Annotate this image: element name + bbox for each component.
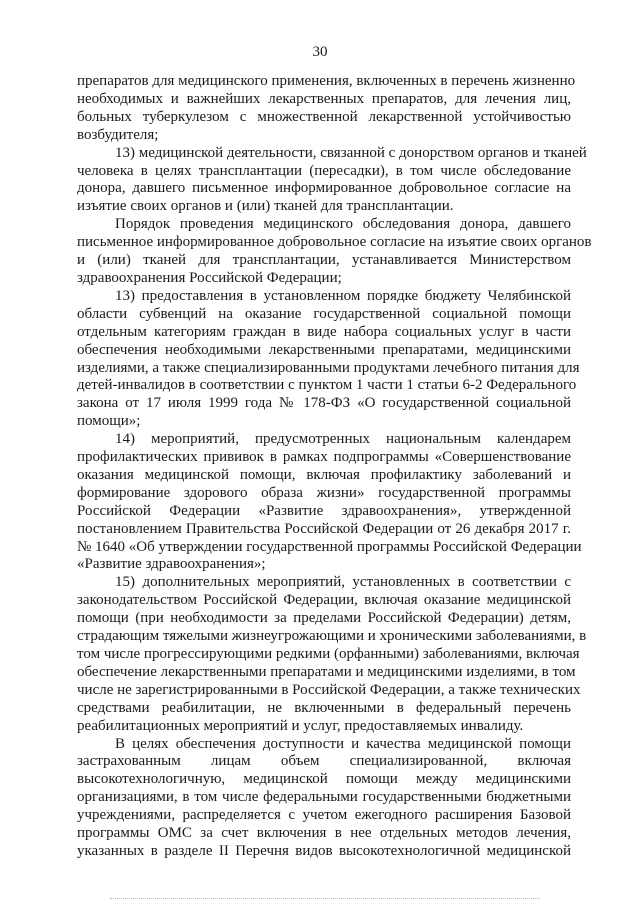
text-line: препаратов для медицинского применения, включенных в перечень жизненно bbox=[77, 73, 576, 89]
text-line: Порядок проведения медицинского обследования донора, давшего bbox=[115, 216, 571, 233]
text-line: профилактических прививок в рамках подпрограммы «Совершенствование bbox=[77, 449, 571, 466]
text-line: Российской Федерации «Развитие здравоохранения», утвержденной bbox=[77, 502, 571, 519]
text-line: помощи»; bbox=[77, 413, 141, 430]
text-line: постановлением Правительства Российской Федерации от 26 декабря 2017 г. bbox=[77, 520, 571, 537]
text-line: помощи (при необходимости за пределами Российской Федерации) детям, bbox=[77, 610, 571, 627]
page-number: 30 bbox=[312, 44, 328, 60]
text-line: изъятие своих органов и (или) тканей для трансплантации. bbox=[77, 198, 454, 215]
scan-edge-artifact bbox=[110, 898, 540, 900]
text-line: больных туберкулезом с множественной лекарственной устойчивостью bbox=[77, 108, 571, 125]
text-line: обеспечение лекарственными препаратами и медицинскими изделиями, в том bbox=[77, 663, 576, 680]
text-line: № 1640 «Об утверждении государственной программы Российской Федерации bbox=[77, 538, 582, 555]
text-line: 13) медицинской деятельности, связанной с донорством органов и тканей bbox=[115, 144, 587, 161]
text-line: учреждениями, распределяется с учетом ежегодного расширения Базовой bbox=[77, 807, 571, 824]
paragraph bbox=[77, 574, 587, 735]
text-line: «Развитие здравоохранения»; bbox=[77, 556, 266, 573]
text-line: здравоохранения Российской Федерации; bbox=[77, 269, 342, 286]
paragraph bbox=[77, 144, 587, 217]
paragraph bbox=[77, 736, 571, 861]
text-line: страдающим тяжелыми жизнеугрожающими и хроническими заболеваниями, в bbox=[77, 628, 587, 645]
text-line: донора, давшего письменное информированное добровольное согласие на bbox=[77, 180, 571, 197]
text-line: высокотехнологичную, медицинской помощи между медицинскими bbox=[77, 771, 571, 788]
text-line: застрахованным лицам объем специализированной, включая bbox=[77, 753, 571, 770]
text-line: человека в целях трансплантации (пересадки), в том числе обследование bbox=[77, 162, 571, 179]
document-body bbox=[77, 73, 592, 861]
paragraph bbox=[77, 73, 576, 145]
text-line: обеспечения необходимыми лекарственными препаратами, медицинскими bbox=[77, 341, 571, 358]
text-line: указанных в разделе II Перечня видов высокотехнологичной медицинской bbox=[77, 842, 571, 859]
text-line: письменное информированное добровольное согласие на изъятие своих органов bbox=[77, 234, 592, 251]
text-line: необходимых и важнейших лекарственных препаратов, для лечения лиц, bbox=[77, 90, 571, 107]
text-line: отдельным категориям граждан в виде набора социальных услуг в части bbox=[77, 323, 571, 340]
text-line: организациями, в том числе федеральными государственными бюджетными bbox=[77, 789, 571, 806]
text-line: В целях обеспечения доступности и качества медицинской помощи bbox=[115, 735, 571, 752]
text-line: закона от 17 июля 1999 года № 178-ФЗ «О государственной социальной bbox=[77, 395, 571, 412]
text-line: 13) предоставления в установленном порядке бюджету Челябинской bbox=[115, 287, 571, 304]
text-line: области субвенций на оказание государственной социальной помощи bbox=[77, 305, 571, 322]
text-line: средствами реабилитации, не включенными в федеральный перечень bbox=[77, 699, 571, 716]
text-line: 15) дополнительных мероприятий, установленных в соответствии с bbox=[115, 574, 571, 591]
text-line: программы ОМС за счет включения в нее отдельных методов лечения, bbox=[77, 825, 571, 842]
text-line: изделиями, а также специализированными продуктами лечебного питания для bbox=[77, 359, 580, 376]
paragraph bbox=[77, 216, 592, 288]
text-line: реабилитационных мероприятий и услуг, предоставляемых инвалиду. bbox=[77, 717, 524, 734]
text-line: законодательством Российской Федерации, включая оказание медицинской bbox=[77, 592, 571, 609]
text-line: 14) мероприятий, предусмотренных национальным календарем bbox=[115, 431, 571, 448]
text-line: оказания медицинской помощи, включая профилактику заболеваний и bbox=[77, 466, 571, 483]
text-line: и (или) тканей для трансплантации, устанавливается Министерством bbox=[77, 252, 571, 269]
text-line: числе не зарегистрированными в Российской Федерации, а также технических bbox=[77, 681, 581, 698]
paragraph bbox=[77, 431, 582, 574]
text-line: детей-инвалидов в соответствии с пунктом 1 части 1 статьи 6-2 Федерального bbox=[77, 377, 577, 394]
text-line: формирование здорового образа жизни» государственной программы bbox=[77, 484, 571, 501]
text-line: том числе прогрессирующими редкими (орфанными) заболеваниями, включая bbox=[77, 646, 580, 662]
paragraph bbox=[77, 287, 580, 431]
text-line: возбудителя; bbox=[77, 126, 159, 143]
